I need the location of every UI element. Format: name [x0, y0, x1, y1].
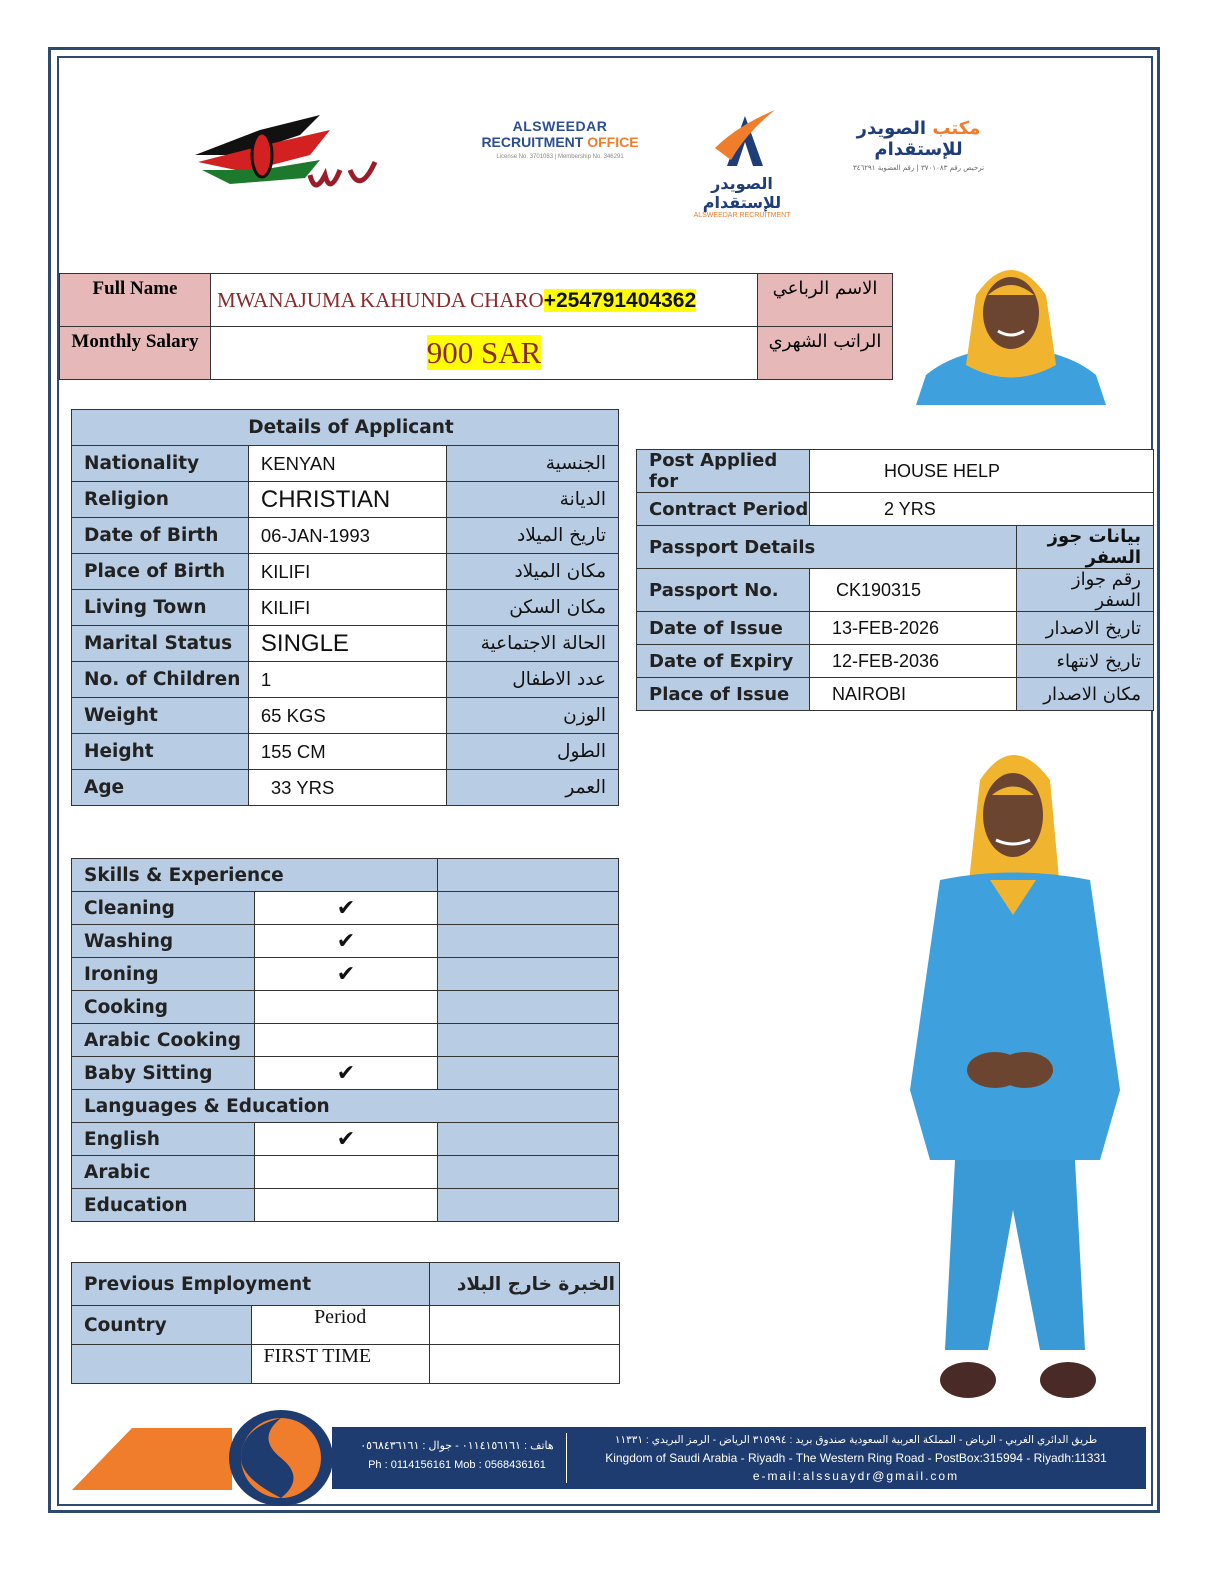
alsweedar-office-logo: [470, 118, 650, 160]
row-value: 155 CM: [248, 734, 446, 770]
row-value: 1: [248, 662, 446, 698]
blank-cell: [429, 1345, 619, 1384]
footer-phone-ar: هاتف : ٠١١٤١٥٦١٦١ - جوال : ٠٥٦٨٤٣٦١٦١: [360, 1440, 554, 1452]
check-icon: ✔: [255, 958, 438, 991]
footer-email: e-mail:alssuaydr@gmail.com: [752, 1469, 960, 1483]
row-value: 13-FEB-2026: [810, 612, 1017, 645]
blank-cell: [438, 1189, 619, 1222]
skills-title-blank: [438, 859, 619, 892]
row-label: Date of Expiry: [637, 645, 810, 678]
table-row: [72, 518, 619, 554]
previous-title: Previous Employment: [72, 1263, 430, 1306]
row-label: Passport No.: [637, 569, 810, 612]
a-logo-arabic: الصويدر للإستقدام: [702, 174, 782, 212]
language-label: Education: [72, 1189, 255, 1222]
row-label-ar: الوزن: [446, 698, 618, 734]
row-label: Place of Issue: [637, 678, 810, 711]
row-label-ar: الطول: [446, 734, 618, 770]
table-row: [72, 1024, 619, 1057]
passport-table: [636, 449, 1154, 711]
table-row: [72, 698, 619, 734]
post-value: HOUSE HELP: [810, 450, 1154, 493]
table-row: [72, 1189, 619, 1222]
alsweedar-a-logo: [672, 108, 812, 219]
check-cell: [255, 1189, 438, 1222]
skills-table: [71, 858, 619, 1222]
row-value: KILIFI: [248, 554, 446, 590]
table-row: [72, 925, 619, 958]
post-label: Post Applied for: [637, 450, 810, 493]
check-cell: [255, 1024, 438, 1057]
row-label-ar: مكان الميلاد: [446, 554, 618, 590]
identity-table: [59, 273, 893, 380]
skills-title: Skills & Experience: [72, 859, 438, 892]
footer-phones: [352, 1437, 562, 1475]
salary-label: Monthly Salary: [60, 327, 211, 380]
row-value: 65 KGS: [248, 698, 446, 734]
table-row: [72, 734, 619, 770]
language-label: English: [72, 1123, 255, 1156]
first-time-value: FIRST TIME: [251, 1345, 429, 1384]
row-value: CK190315: [810, 569, 1017, 612]
skill-label: Cooking: [72, 991, 255, 1024]
blank-cell: [438, 1024, 619, 1057]
skill-label: Cleaning: [72, 892, 255, 925]
row-label: No. of Children: [72, 662, 249, 698]
salary-label-ar: الراتب الشهري: [758, 327, 893, 380]
table-row: [72, 1057, 619, 1090]
table-row: [72, 1345, 620, 1384]
row-label: Date of Issue: [637, 612, 810, 645]
row-label-ar: الجنسية: [446, 446, 618, 482]
row-label: Height: [72, 734, 249, 770]
row-label-ar: مكان الاصدار: [1017, 678, 1154, 711]
row-label: Religion: [72, 482, 249, 518]
row-label-ar: عدد الاطفال: [446, 662, 618, 698]
blank-cell: [438, 925, 619, 958]
row-label-ar: العمر: [446, 770, 618, 806]
row-value: KENYAN: [248, 446, 446, 482]
row-label-ar: تاريخ لانتهاء: [1017, 645, 1154, 678]
footer-address-ar: طريق الدائري الغربي - الرياض - المملكة العربية السعودية صندوق بريد : ٣١٥٩٩٤ الرياض - الرمز البريدي : ١١٣٣١: [614, 1434, 1098, 1446]
office-logo-line2: RECRUITMENT OFFICE: [481, 134, 639, 150]
blank-cell: [438, 892, 619, 925]
passport-title: Passport Details: [637, 526, 1017, 569]
table-row: [72, 1156, 619, 1189]
full-name-label-ar: الاسم الرباعي: [758, 274, 893, 327]
row-label-ar: رقم جواز السفر: [1017, 569, 1154, 612]
skill-label: Ironing: [72, 958, 255, 991]
row-label-ar: مكان السكن: [446, 590, 618, 626]
table-row: [637, 612, 1154, 645]
row-label-ar: الحالة الاجتماعية: [446, 626, 618, 662]
blank-cell: [438, 958, 619, 991]
row-label: Date of Birth: [72, 518, 249, 554]
table-row: [637, 450, 1154, 493]
row-label: Nationality: [72, 446, 249, 482]
a-logo-english: ALSWEEDAR RECRUITMENT: [693, 212, 791, 219]
full-body-photo: [900, 740, 1130, 1405]
full-name-label: Full Name: [60, 274, 211, 327]
blank-cell: [438, 991, 619, 1024]
previous-title-ar: الخبرة خارج البلاد: [429, 1263, 619, 1306]
row-value: 12-FEB-2036: [810, 645, 1017, 678]
salary-value: 900 SAR: [426, 335, 542, 370]
contract-label: Contract Period: [637, 493, 810, 526]
full-name-cell: [211, 274, 758, 327]
check-cell: [255, 1156, 438, 1189]
full-name-value: MWANAJUMA KAHUNDA CHARO: [217, 287, 544, 312]
footer-orange-shape: [72, 1428, 232, 1490]
table-row: [72, 1123, 619, 1156]
table-row: [72, 446, 619, 482]
skill-label: Baby Sitting: [72, 1057, 255, 1090]
languages-title: Languages & Education: [72, 1090, 619, 1123]
passport-title-ar: بيانات جوز السفر: [1017, 526, 1154, 569]
row-value: SINGLE: [248, 626, 446, 662]
blank-cell: [438, 1057, 619, 1090]
arabic-logo-title: مكتب الصويدر للإستقدام: [856, 118, 981, 160]
table-row: [72, 892, 619, 925]
blank-cell: [438, 1156, 619, 1189]
check-icon: ✔: [255, 892, 438, 925]
row-label: Place of Birth: [72, 554, 249, 590]
contract-value: 2 YRS: [810, 493, 1154, 526]
check-icon: ✔: [255, 925, 438, 958]
footer-divider: [566, 1433, 567, 1483]
table-row: [637, 569, 1154, 612]
table-row: [72, 770, 619, 806]
table-row: [637, 678, 1154, 711]
blank-cell: [429, 1306, 619, 1345]
row-value: KILIFI: [248, 590, 446, 626]
row-label-ar: تاريخ الميلاد: [446, 518, 618, 554]
check-icon: ✔: [255, 1057, 438, 1090]
footer-phone-en: Ph : 0114156161 Mob : 0568436161: [368, 1459, 546, 1471]
check-icon: ✔: [255, 1123, 438, 1156]
language-label: Arabic: [72, 1156, 255, 1189]
table-row: [72, 1306, 620, 1345]
row-label: Age: [72, 770, 249, 806]
arabic-office-logo: [826, 118, 1011, 172]
a-mark-icon: [697, 108, 787, 170]
footer-circle-logo: [226, 1408, 336, 1508]
details-title: Details of Applicant: [72, 410, 619, 446]
applicant-details-table: [71, 409, 619, 806]
row-value: 33 YRS: [248, 770, 446, 806]
table-row: [637, 493, 1154, 526]
row-label: Living Town: [72, 590, 249, 626]
row-value: 06-JAN-1993: [248, 518, 446, 554]
check-cell: [255, 991, 438, 1024]
footer-band: [332, 1427, 1146, 1489]
period-label: Period: [251, 1306, 429, 1345]
blank-cell: [438, 1123, 619, 1156]
table-row: [72, 958, 619, 991]
table-row: [72, 590, 619, 626]
table-row: [72, 554, 619, 590]
table-row: [72, 662, 619, 698]
footer-address: [576, 1431, 1136, 1485]
office-logo-line3: License No. 3701083 | Membership No. 346291: [496, 154, 624, 160]
row-label-ar: الديانة: [446, 482, 618, 518]
row-value: NAIROBI: [810, 678, 1017, 711]
footer-address-en: Kingdom of Saudi Arabia - Riyadh - The Western Ring Road - PostBox:315994 - Riyadh:11331: [605, 1451, 1107, 1465]
table-row: [72, 482, 619, 518]
skill-label: Arabic Cooking: [72, 1024, 255, 1057]
skill-label: Washing: [72, 925, 255, 958]
table-row: [72, 991, 619, 1024]
office-logo-line1: ALSWEEDAR: [512, 118, 608, 134]
row-label: Weight: [72, 698, 249, 734]
blank-cell: [72, 1345, 252, 1384]
table-row: [637, 526, 1154, 569]
phone-number: +254791404362: [543, 288, 697, 312]
kenya-wv-logo: [190, 100, 405, 205]
country-label: Country: [72, 1306, 252, 1345]
table-row: [637, 645, 1154, 678]
row-label: Marital Status: [72, 626, 249, 662]
row-label-ar: تاريخ الاصدار: [1017, 612, 1154, 645]
arabic-logo-sub: ترخيص رقم ٣٧٠١٠٨٣ | رقم العضوية ٣٤٦٢٩١: [852, 164, 985, 172]
salary-cell: [211, 327, 758, 380]
table-row: [72, 626, 619, 662]
previous-employment-table: [71, 1262, 620, 1384]
row-value: CHRISTIAN: [248, 482, 446, 518]
portrait-photo: [916, 255, 1106, 405]
